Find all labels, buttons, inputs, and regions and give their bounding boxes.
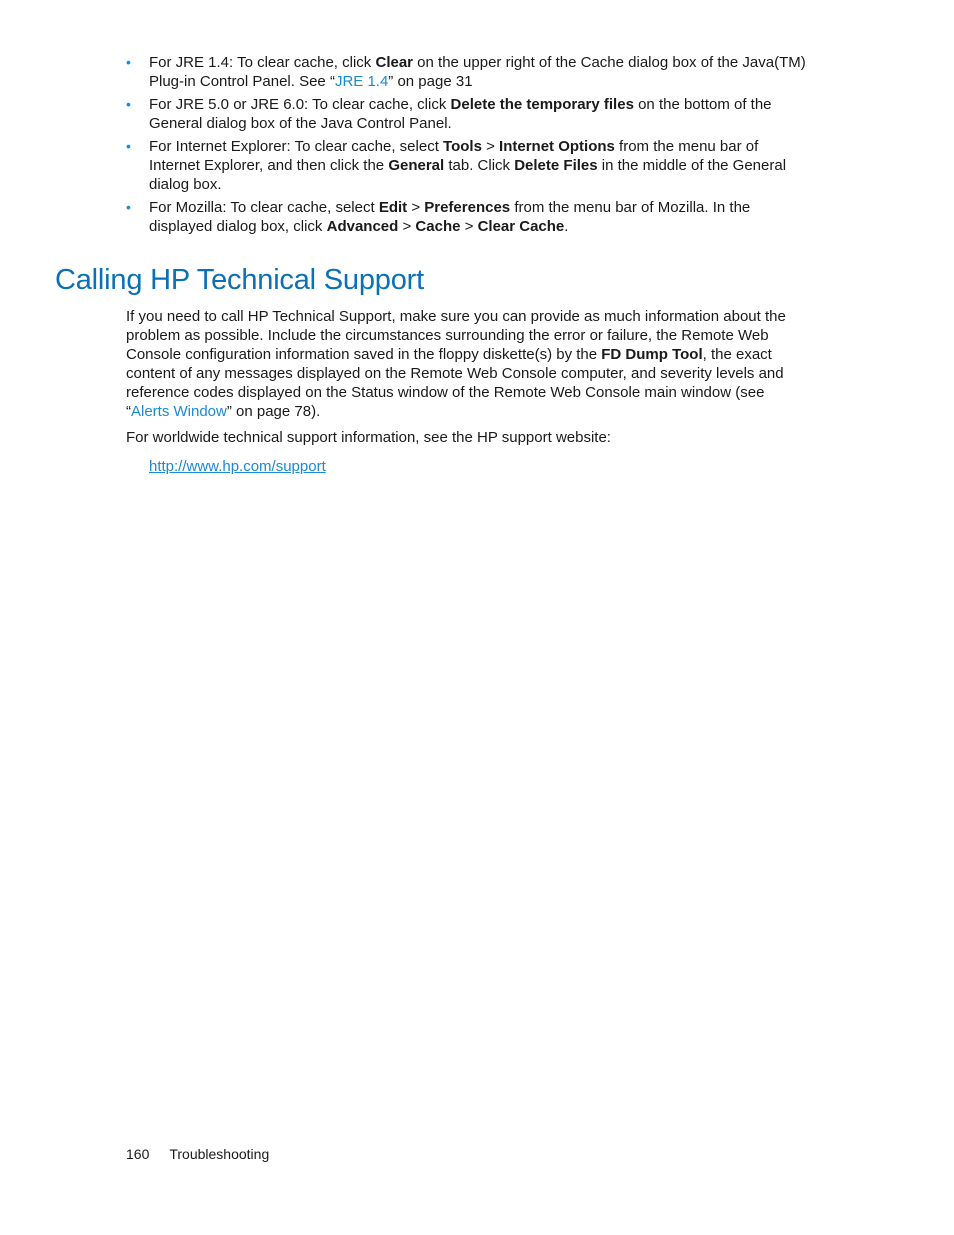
footer-section-title: Troubleshooting — [169, 1146, 270, 1162]
support-url-line — [149, 457, 326, 476]
section-heading: Calling HP Technical Support — [55, 264, 424, 296]
jre14-link[interactable]: JRE 1.4 — [334, 73, 389, 90]
cache-clearing-list — [126, 53, 806, 240]
page-number: 160 — [126, 1146, 150, 1162]
support-website-link[interactable]: http://www.hp.com/support — [149, 458, 326, 475]
bullet-icon: • — [126, 96, 131, 112]
list-item-internet-explorer: • For Internet Explorer: To clear cache, select Tools > Internet Options from the menu bar of Internet Explorer, and then click the General tab. Click Delete Files in the middle of the General dialog box. — [126, 138, 787, 193]
page-footer — [126, 1145, 269, 1163]
alerts-window-link[interactable]: Alerts Window — [131, 403, 227, 420]
bullet-icon: • — [126, 54, 131, 70]
list-item-mozilla: • For Mozilla: To clear cache, select Edit > Preferences from the menu bar of Mozilla. In the displayed dialog box, click Advanced > Cache > Clear Cache. — [126, 199, 751, 235]
bullet-icon: • — [126, 138, 131, 154]
list-item-jre14: • For JRE 1.4: To clear cache, click Clear on the upper right of the Cache dialog box of the Java(TM) Plug-in Control Panel. See “JRE 1.4” on page 31 — [126, 54, 806, 90]
list-item-jre5-6: • For JRE 5.0 or JRE 6.0: To clear cache, click Delete the temporary files on the bottom of the General dialog box of the Java Control Panel. — [126, 96, 772, 132]
support-paragraph: If you need to call HP Technical Support, make sure you can provide as much information about the problem as possible. Include the circumstances surrounding the error or failure, the Remote Web Console configuration information saved in the floppy diskette(s) by the FD Dump Tool, the exact content of any messages displayed on the Remote Web Console computer, and severity levels and reference codes displayed on the Status window of the Remote Web Console main window (see “Alerts Window” on page 78). — [126, 308, 786, 420]
worldwide-support-paragraph: For worldwide technical support information, see the HP support website: — [126, 429, 611, 446]
bullet-icon: • — [126, 199, 131, 215]
